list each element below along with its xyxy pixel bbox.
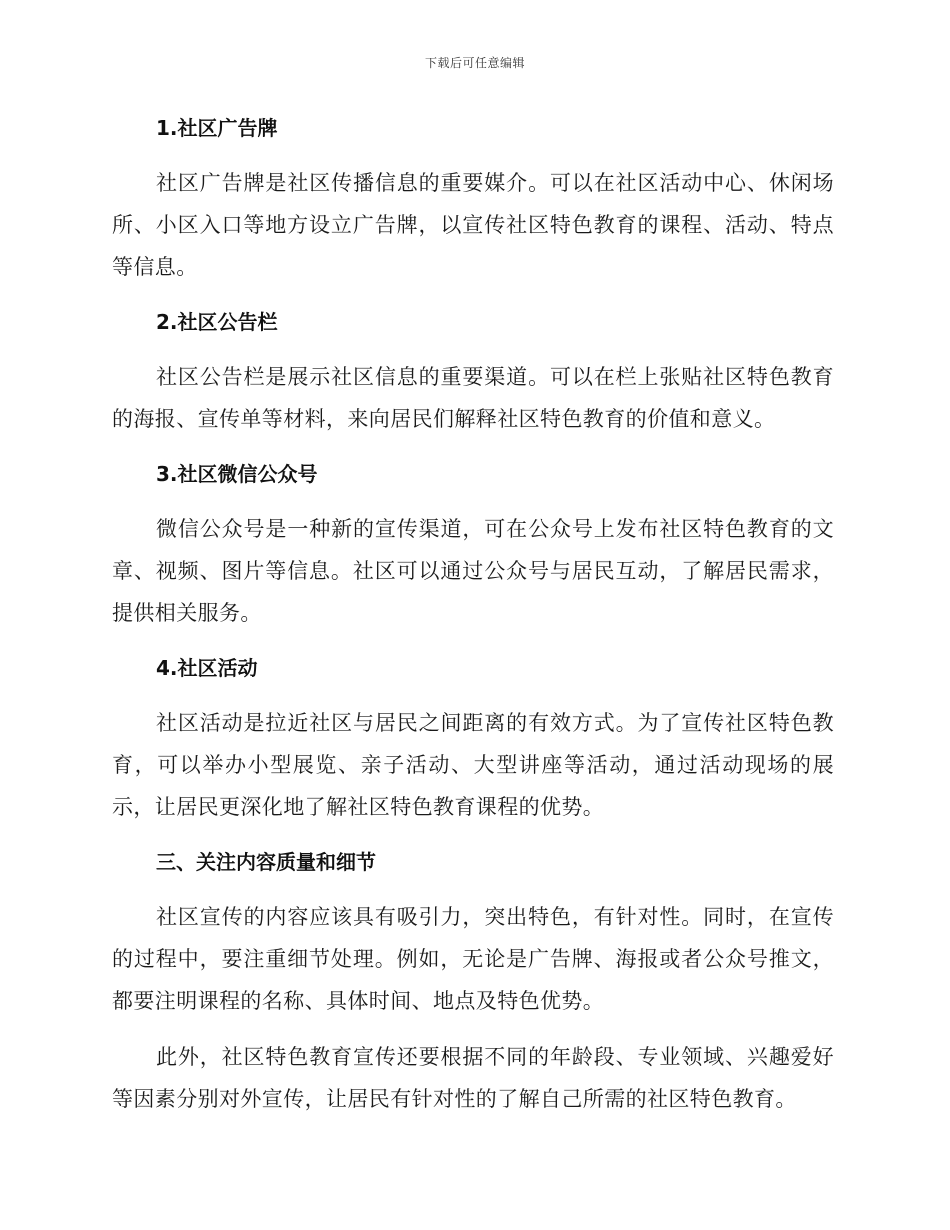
section-heading-wechat-account: 3.社区微信公众号 xyxy=(156,462,318,486)
section-paragraph-community-activities: 社区活动是拉近社区与居民之间距离的有效方式。为了宣传社区特色教育，可以举办小型展览、亲子活动、大型讲座等活动，通过活动现场的展示，让居民更深化地了解社区特色教育课程的优势。 xyxy=(112,711,834,819)
page-header: 下载后可任意编辑 xyxy=(424,56,525,70)
section-heading-billboard: 1.社区广告牌 xyxy=(156,116,278,140)
section-heading-bulletin-board: 2.社区公告栏 xyxy=(156,310,278,334)
section-heading-content-quality: 三、关注内容质量和细节 xyxy=(156,850,376,874)
section-paragraph-targeted-promotion: 此外，社区特色教育宣传还要根据不同的年龄段、专业领域、兴趣爱好等因素分别对外宣传，让居民有针对性的了解自己所需的社区特色教育。 xyxy=(112,1045,834,1111)
section-paragraph-wechat-account: 微信公众号是一种新的宣传渠道，可在公众号上发布社区特色教育的文章、视频、图片等信息。社区可以通过公众号与居民互动，了解居民需求，提供相关服务。 xyxy=(112,517,834,625)
section-heading-community-activities: 4.社区活动 xyxy=(156,656,258,680)
section-paragraph-bulletin-board: 社区公告栏是展示社区信息的重要渠道。可以在栏上张贴社区特色教育的海报、宣传单等材料，来向居民们解释社区特色教育的价值和意义。 xyxy=(112,365,834,431)
section-paragraph-billboard: 社区广告牌是社区传播信息的重要媒介。可以在社区活动中心、休闲场所、小区入口等地方设立广告牌，以宣传社区特色教育的课程、活动、特点等信息。 xyxy=(112,171,834,279)
document-body xyxy=(112,108,834,1134)
section-paragraph-content-quality: 社区宣传的内容应该具有吸引力，突出特色，有针对性。同时，在宣传的过程中，要注重细节处理。例如，无论是广告牌、海报或者公众号推文，都要注明课程的名称、具体时间、地点及特色优势。 xyxy=(112,905,834,1013)
